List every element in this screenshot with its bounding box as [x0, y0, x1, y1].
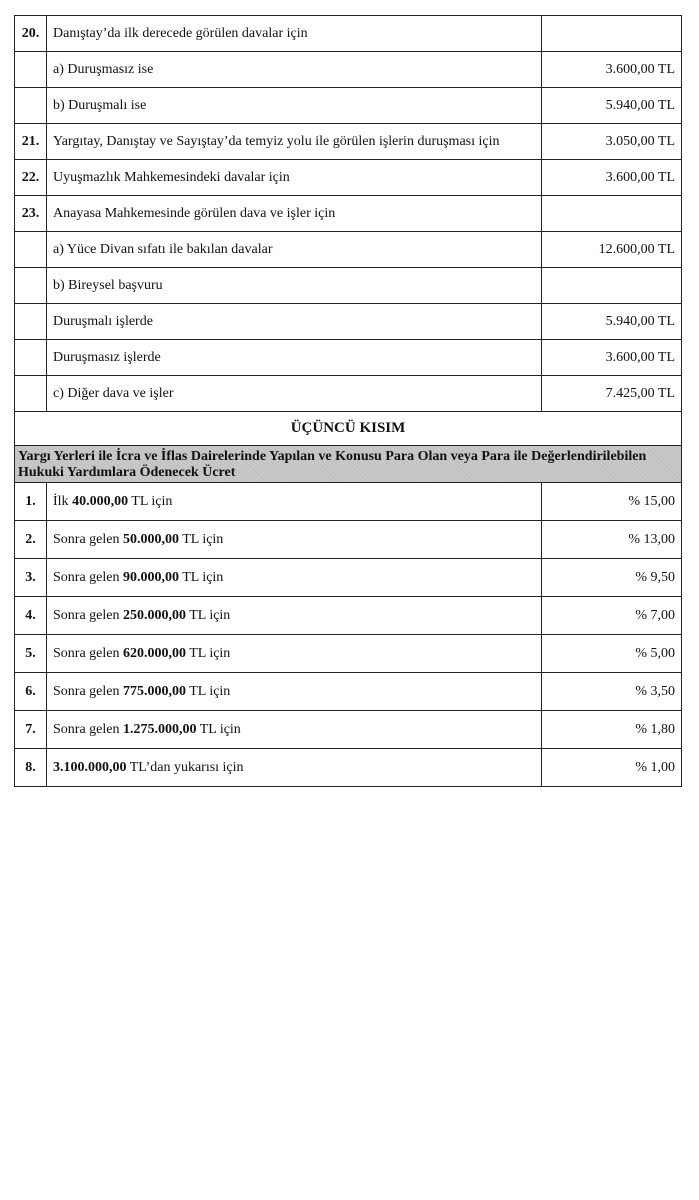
row-description: Uyuşmazlık Mahkemesindeki davalar için — [47, 160, 542, 196]
row-amount — [542, 196, 682, 232]
table-row — [15, 304, 682, 340]
desc-prefix: Sonra gelen — [53, 721, 123, 737]
table-row — [15, 673, 682, 711]
table-row — [15, 196, 682, 232]
row-amount: 7.425,00 TL — [542, 376, 682, 412]
row-description: Duruşmasız işlerde — [47, 340, 542, 376]
desc-amount: 40.000,00 — [72, 493, 129, 509]
table-row — [15, 597, 682, 635]
row-rate: % 9,50 — [542, 559, 682, 597]
row-description: Yargıtay, Danıştay ve Sayıştay’da temyiz yolu ile görülen işlerin duruşması için — [47, 124, 542, 160]
desc-suffix: TL’dan yukarısı için — [126, 759, 244, 775]
desc-suffix: TL için — [185, 645, 231, 661]
row-description: Danıştay’da ilk derecede görülen davalar için — [47, 16, 542, 52]
row-number — [15, 88, 47, 124]
row-amount: 3.600,00 TL — [542, 160, 682, 196]
table-row — [15, 232, 682, 268]
row-description — [47, 521, 542, 559]
row-amount: 3.050,00 TL — [542, 124, 682, 160]
table-row — [15, 559, 682, 597]
desc-amount: 250.000,00 — [122, 607, 186, 623]
row-description — [47, 749, 542, 787]
desc-prefix: Sonra gelen — [53, 683, 123, 699]
section-subheading: Yargı Yerleri ile İcra ve İflas Dairelerinde Yapılan ve Konusu Para Olan veya Para ile Değerlendirilebilen Hukuki Yardımlara Ödenecek Ücret — [15, 446, 682, 483]
row-number: 7. — [15, 711, 47, 749]
table-row — [15, 711, 682, 749]
row-number — [15, 232, 47, 268]
desc-prefix: Sonra gelen — [53, 531, 123, 547]
row-rate: % 13,00 — [542, 521, 682, 559]
row-number: 5. — [15, 635, 47, 673]
row-number — [15, 52, 47, 88]
row-amount: 5.940,00 TL — [542, 304, 682, 340]
table-row — [15, 521, 682, 559]
row-number: 8. — [15, 749, 47, 787]
table-row — [15, 340, 682, 376]
row-number: 1. — [15, 483, 47, 521]
row-rate: % 5,00 — [542, 635, 682, 673]
desc-amount: 50.000,00 — [122, 531, 179, 547]
desc-amount: 90.000,00 — [122, 569, 179, 585]
desc-suffix: TL için — [196, 721, 241, 737]
fee-table — [14, 15, 682, 787]
desc-prefix: Sonra gelen — [53, 607, 123, 623]
desc-suffix: TL için — [185, 683, 231, 699]
row-number — [15, 340, 47, 376]
table-row — [15, 749, 682, 787]
row-description — [47, 711, 542, 749]
section-heading: ÜÇÜNCÜ KISIM — [15, 412, 682, 446]
table-row — [15, 16, 682, 52]
desc-suffix: TL için — [178, 531, 224, 547]
section-subheading-row — [15, 446, 682, 483]
table-row — [15, 160, 682, 196]
row-description: b) Bireysel başvuru — [47, 268, 542, 304]
section-heading-row — [15, 412, 682, 446]
row-number — [15, 376, 47, 412]
row-number — [15, 304, 47, 340]
row-number: 20. — [15, 16, 47, 52]
row-rate: % 3,50 — [542, 673, 682, 711]
row-description — [47, 635, 542, 673]
row-number: 4. — [15, 597, 47, 635]
desc-prefix: Sonra gelen — [53, 645, 123, 661]
row-rate: % 15,00 — [542, 483, 682, 521]
desc-suffix: TL için — [185, 607, 231, 623]
table-row — [15, 88, 682, 124]
desc-amount: 3.100.000,00 — [53, 759, 127, 775]
table-row — [15, 52, 682, 88]
row-description — [47, 559, 542, 597]
table-row — [15, 483, 682, 521]
row-description: a) Yüce Divan sıfatı ile bakılan davalar — [47, 232, 542, 268]
row-number: 21. — [15, 124, 47, 160]
desc-amount: 775.000,00 — [122, 683, 186, 699]
desc-amount: 1.275.000,00 — [122, 721, 197, 737]
row-description: c) Diğer dava ve işler — [47, 376, 542, 412]
row-number: 22. — [15, 160, 47, 196]
row-rate: % 7,00 — [542, 597, 682, 635]
row-amount: 5.940,00 TL — [542, 88, 682, 124]
row-number: 6. — [15, 673, 47, 711]
row-description: Duruşmalı işlerde — [47, 304, 542, 340]
row-description — [47, 483, 542, 521]
row-number: 3. — [15, 559, 47, 597]
row-amount — [542, 268, 682, 304]
row-amount: 3.600,00 TL — [542, 52, 682, 88]
desc-prefix: Sonra gelen — [53, 569, 123, 585]
desc-suffix: TL için — [128, 493, 173, 509]
row-number: 2. — [15, 521, 47, 559]
row-description: Anayasa Mahkemesinde görülen dava ve işler için — [47, 196, 542, 232]
row-description: a) Duruşmasız ise — [47, 52, 542, 88]
desc-amount: 620.000,00 — [122, 645, 186, 661]
table-row — [15, 268, 682, 304]
table-row — [15, 376, 682, 412]
table-row — [15, 124, 682, 160]
desc-suffix: TL için — [178, 569, 224, 585]
row-number — [15, 268, 47, 304]
row-amount: 3.600,00 TL — [542, 340, 682, 376]
row-description — [47, 673, 542, 711]
row-rate: % 1,80 — [542, 711, 682, 749]
row-amount: 12.600,00 TL — [542, 232, 682, 268]
row-amount — [542, 16, 682, 52]
desc-prefix: İlk — [53, 493, 73, 509]
table-row — [15, 635, 682, 673]
row-description — [47, 597, 542, 635]
row-rate: % 1,00 — [542, 749, 682, 787]
row-description: b) Duruşmalı ise — [47, 88, 542, 124]
row-number: 23. — [15, 196, 47, 232]
